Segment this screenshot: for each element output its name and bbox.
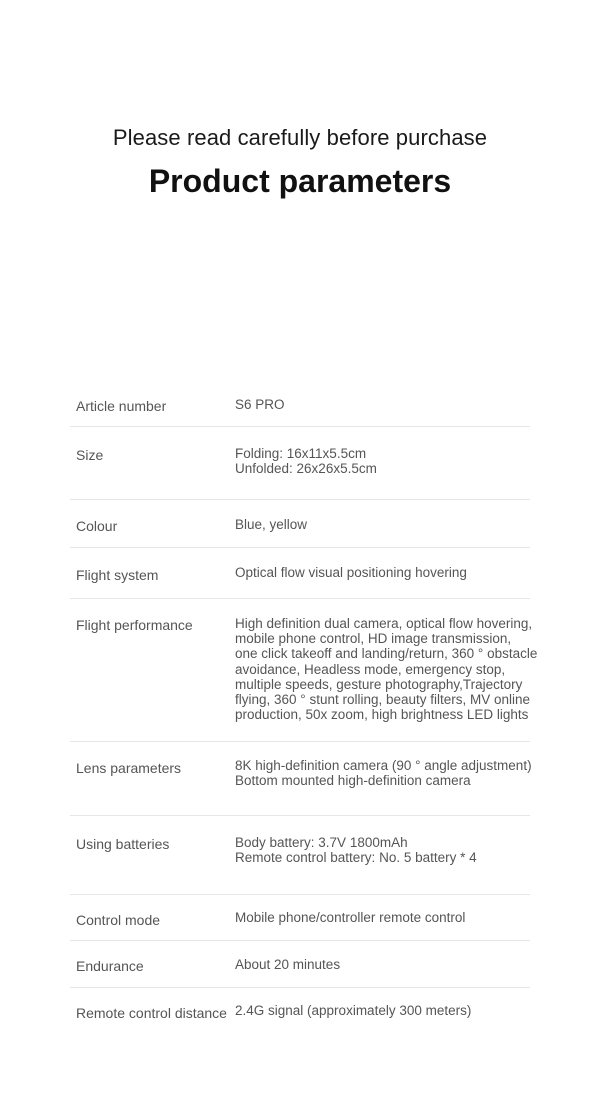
param-row-flight-system bbox=[70, 547, 530, 599]
param-value: 8K high-definition camera (90 ° angle adjustment) Bottom mounted high-definition camera bbox=[235, 758, 532, 789]
param-label: Lens parameters bbox=[76, 760, 182, 776]
param-label: Remote control distance bbox=[76, 1005, 227, 1021]
param-label: Control mode bbox=[76, 912, 161, 928]
param-value: Body battery: 3.7V 1800mAh Remote control battery: No. 5 battery * 4 bbox=[235, 835, 477, 866]
param-value: Optical flow visual positioning hovering bbox=[235, 565, 467, 580]
param-row-article-number bbox=[70, 380, 530, 427]
param-row-lens-parameters bbox=[70, 741, 530, 816]
param-label: Flight performance bbox=[76, 617, 193, 633]
param-label: Using batteries bbox=[76, 836, 170, 852]
param-value: Blue, yellow bbox=[235, 517, 308, 532]
param-label: Article number bbox=[76, 398, 167, 414]
param-row-size bbox=[70, 426, 530, 500]
param-value: Folding: 16x11x5.5cm Unfolded: 26x26x5.5cm bbox=[235, 446, 377, 477]
param-row-control-mode bbox=[70, 894, 530, 941]
param-value: S6 PRO bbox=[235, 397, 285, 412]
param-row-remote-control-distance bbox=[70, 987, 530, 1037]
param-row-using-batteries bbox=[70, 815, 530, 895]
param-label: Size bbox=[76, 447, 104, 463]
param-value: High definition dual camera, optical flow hovering, mobile phone control, HD image transmission, one click takeoff and landing/return, 360 ° obstacle avoidance, Headless mode, emergency stop, multiple speeds, gesture photography,Trajectory flying, 360 ° stunt rolling, beauty filters, MV online production, 50x zoom, high brightness LED lights bbox=[235, 616, 538, 723]
param-value: About 20 minutes bbox=[235, 957, 341, 972]
param-row-flight-performance bbox=[70, 598, 538, 742]
param-label: Endurance bbox=[76, 958, 144, 974]
param-value: Mobile phone/controller remote control bbox=[235, 910, 466, 925]
param-value: 2.4G signal (approximately 300 meters) bbox=[235, 1003, 472, 1018]
page-title: Product parameters bbox=[148, 163, 452, 199]
param-label: Colour bbox=[76, 518, 118, 534]
param-row-colour bbox=[70, 499, 530, 548]
param-label: Flight system bbox=[76, 567, 159, 583]
page-subtitle: Please read carefully before purchase bbox=[112, 125, 488, 150]
param-row-endurance bbox=[70, 940, 530, 988]
